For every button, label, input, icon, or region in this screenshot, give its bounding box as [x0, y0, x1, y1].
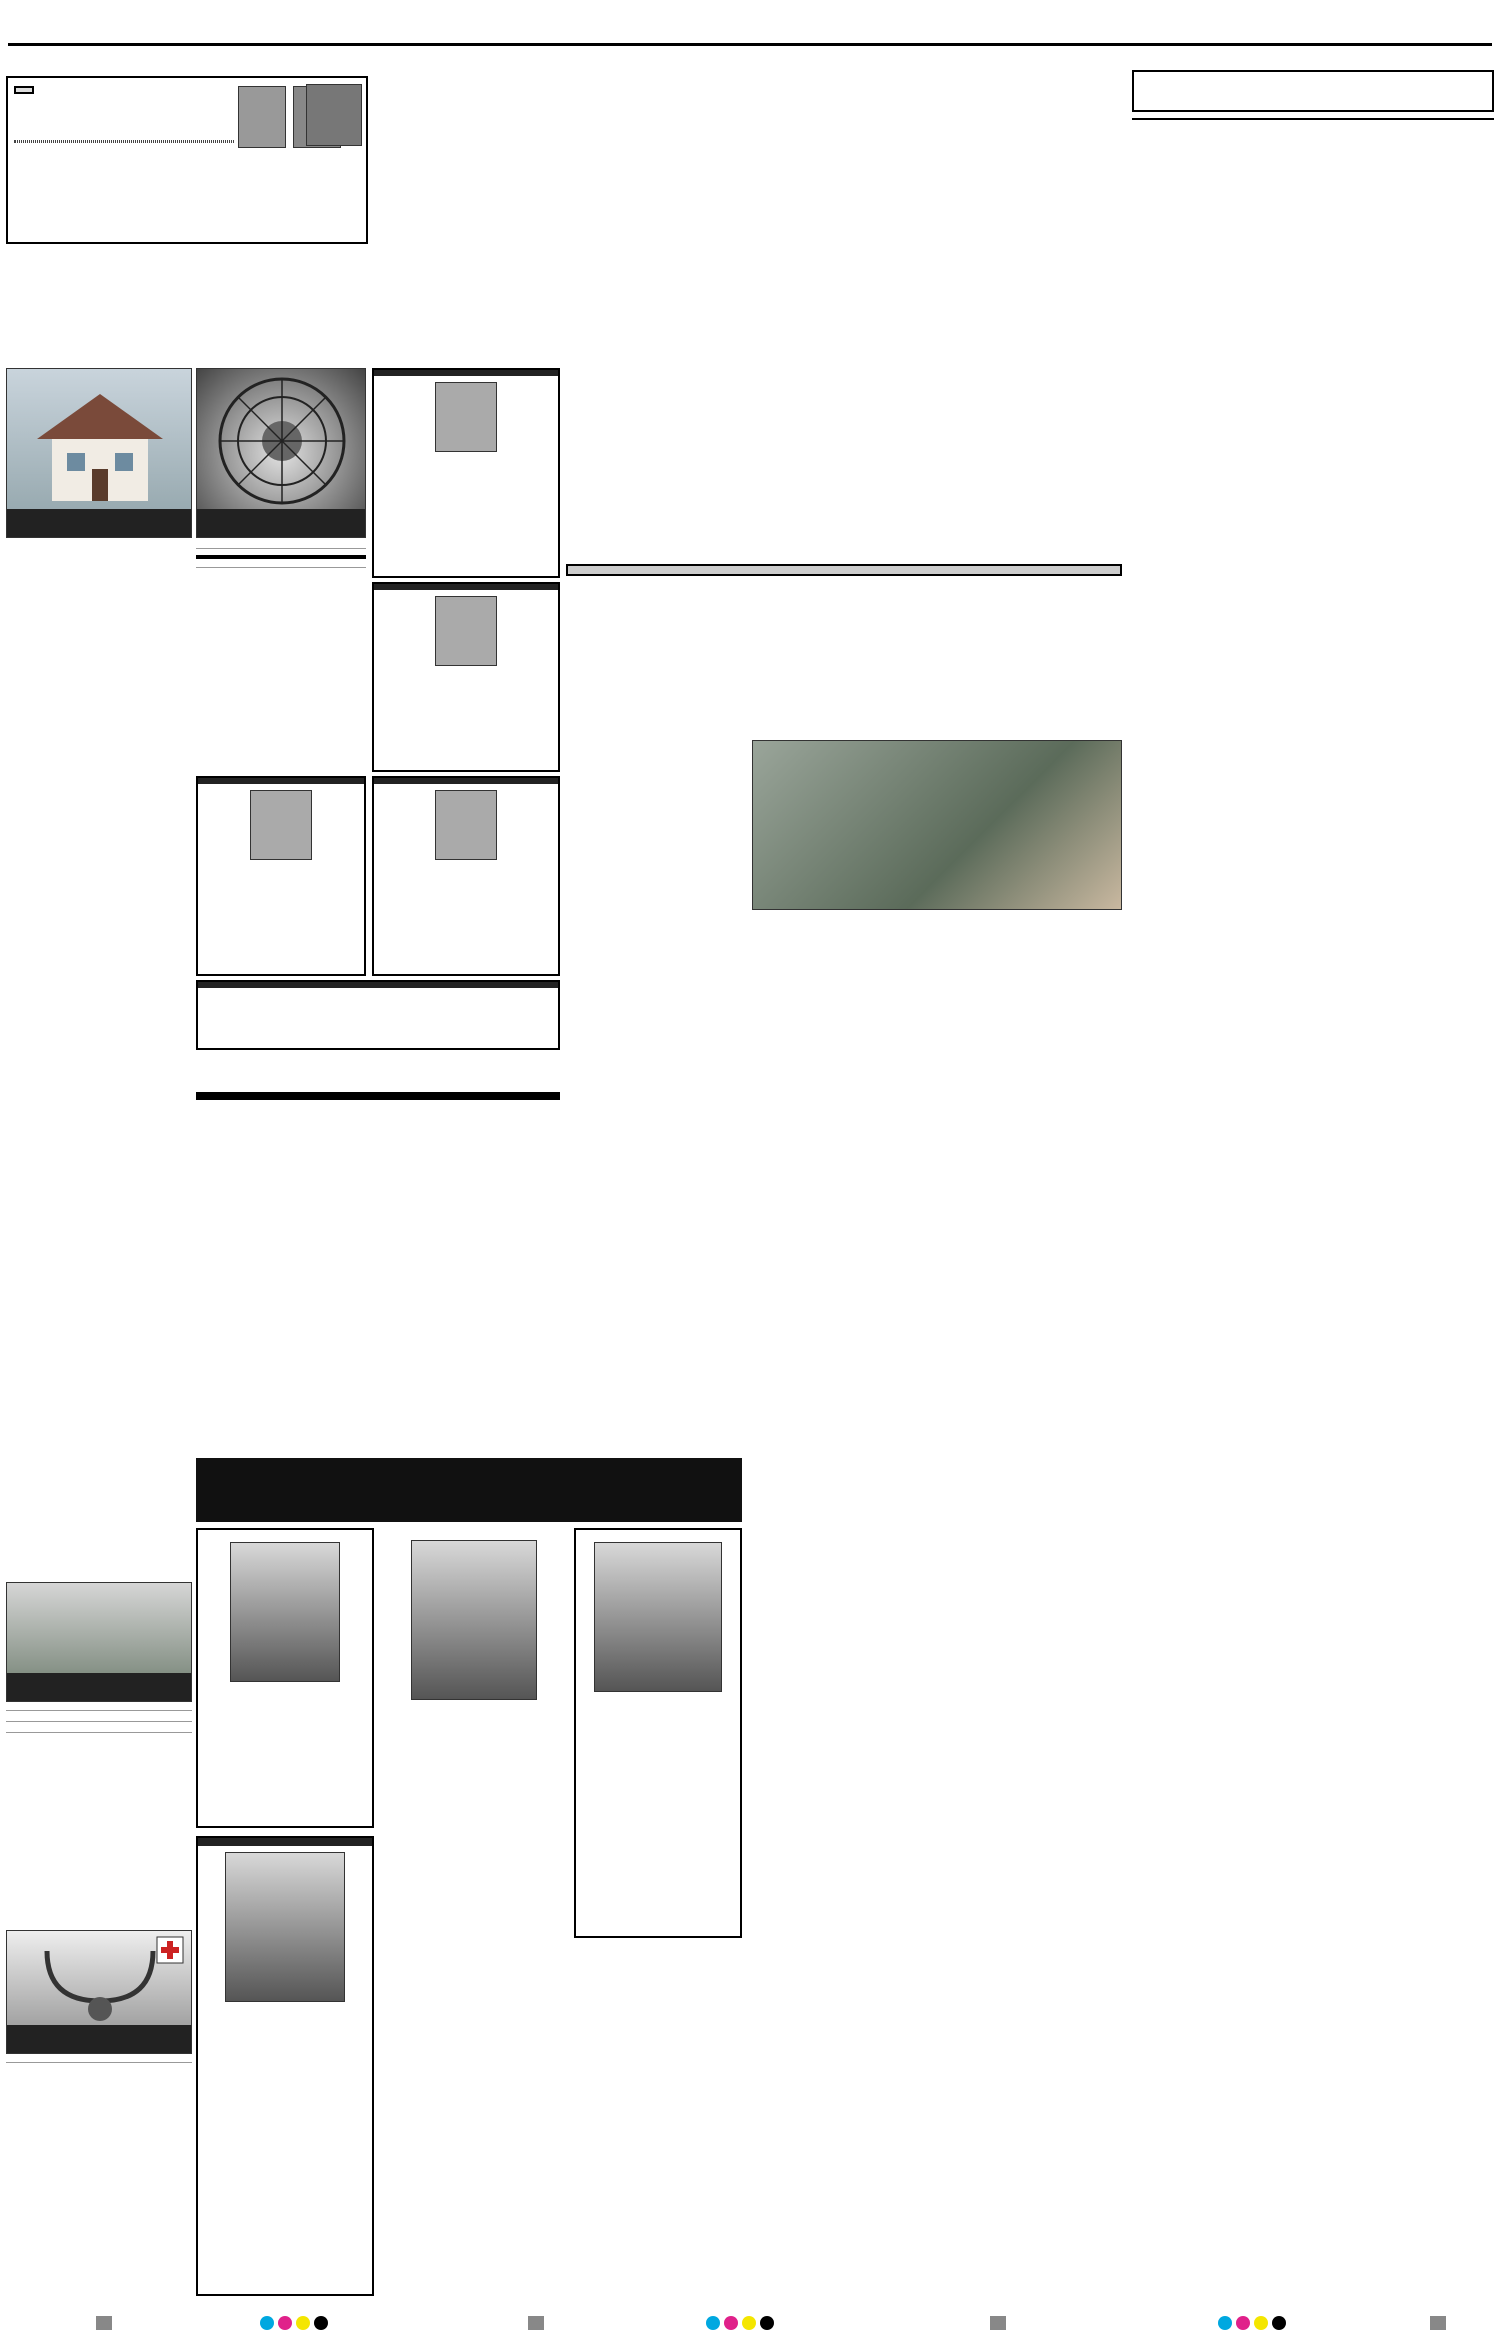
classified-ad: [6, 1706, 192, 1711]
assault-kicker: [196, 1092, 560, 1100]
wish-card: [196, 980, 560, 1050]
kid-photo: [238, 86, 286, 148]
house-icon: [7, 369, 193, 511]
classified-ad: [6, 1717, 192, 1722]
jail-body: [752, 1538, 1122, 1808]
affidavit-heading: [196, 555, 366, 559]
print-registration-bar: [0, 2312, 1500, 2332]
stethoscope-icon: [7, 1931, 193, 2027]
obituary-card: [380, 1528, 568, 2108]
wish-card: [196, 776, 366, 976]
assault-story: [196, 1092, 560, 1296]
horoscope-byline: [1132, 114, 1494, 120]
classified-ad: [196, 544, 366, 549]
health-care-label: [7, 2025, 191, 2053]
wish-card: [372, 368, 560, 578]
police-body: [566, 584, 1122, 734]
wish-card: [372, 776, 560, 976]
horoscope-title: [1132, 70, 1494, 112]
rath-story: [566, 82, 1122, 502]
murder-body: [572, 1160, 1122, 1400]
child-photo: [435, 790, 497, 860]
obituary-card: [196, 1528, 374, 1828]
obituary-photo: [225, 1852, 345, 2002]
to-let-ads: [6, 1706, 192, 1739]
memoriam-banner: [196, 1458, 742, 1522]
murder-story: [572, 1150, 1122, 1400]
obituary-photo: [411, 1540, 537, 1700]
obituary-photo: [230, 1542, 340, 1682]
police-story: [566, 564, 1122, 910]
obituary-card: [574, 1528, 742, 1938]
child-photo: [435, 596, 497, 666]
astrology-image: [196, 368, 366, 538]
child-photo: [435, 382, 497, 452]
birthday-form-lines: [14, 140, 234, 143]
jail-story: [752, 1530, 1122, 1808]
form-line-dob: [14, 142, 234, 143]
health-care-image: [6, 1930, 192, 2054]
congress-story: [752, 1870, 1494, 2176]
classified-ad: [6, 1728, 192, 1733]
astrology-ads: [196, 544, 366, 574]
birthday-wish-title: [14, 86, 34, 94]
congress-body: [752, 1876, 1494, 2176]
zodiac-wheel-icon: [197, 369, 367, 511]
rath-body: [566, 92, 1122, 502]
assault-body: [196, 1106, 560, 1296]
astrology-label: [197, 509, 365, 537]
kid-photo: [306, 84, 362, 146]
police-kicker: [566, 564, 1122, 576]
health-care-ads: [6, 2058, 192, 2069]
to-let-label: [7, 1673, 191, 1701]
classified-ad: [196, 563, 366, 568]
real-estate-label: [7, 509, 191, 537]
child-photo: [250, 790, 312, 860]
classified-banner: [6, 262, 560, 354]
classified-ad: [6, 2058, 192, 2063]
obituary-photo: [594, 1542, 722, 1692]
to-let-image: [6, 1582, 192, 1702]
dharna-photo: [752, 740, 1122, 910]
wish-card: [372, 582, 560, 772]
sale-ads-column: [6, 544, 192, 548]
masthead: [8, 6, 1492, 46]
real-estate-image: [6, 368, 192, 538]
obituary-card: [196, 1836, 374, 2296]
